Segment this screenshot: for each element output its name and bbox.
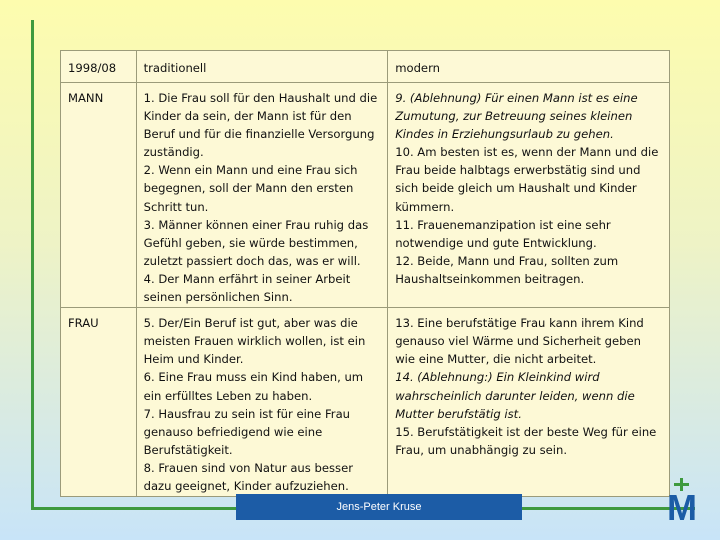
statement-1: 1. Die Frau soll für den Haushalt und die Kinder da sein, der Mann ist für den Beruf und für die finanzielle Versorgung zuständig. xyxy=(143,91,378,160)
frau-traditional-cell xyxy=(136,308,388,497)
mann-traditional-cell xyxy=(136,83,388,308)
statement-2: 2. Wenn ein Mann und eine Frau sich begegnen, soll der Mann den ersten Schritt tun. xyxy=(143,163,358,214)
statement-9: 9. (Ablehnung) Für einen Mann ist es eine Zumutung, zur Betreuung seines kleinen Kindes in Erziehungsurlaub zu gehen. xyxy=(395,91,638,142)
table-header-row xyxy=(61,51,670,83)
logo-letter: M xyxy=(667,487,697,522)
statement-11: 11. Frauenemanzipation ist eine sehr notwendige und gute Entwicklung. xyxy=(395,217,611,250)
header-year: 1998/08 xyxy=(61,51,137,83)
statement-3: 3. Männer können einer Frau ruhig das Gefühl geben, sie würde bestimmen, zuletzt passiert doch das, was er will. xyxy=(143,217,369,268)
footer-author-box: Jens-Peter Kruse xyxy=(236,494,522,520)
statement-5: 5. Der/Ein Beruf ist gut, aber was die meisten Frauen wirklich wollen, ist ein Heim und Kinder. xyxy=(143,316,366,367)
plus-m-logo-icon xyxy=(664,478,700,522)
table-row-frau xyxy=(61,308,670,497)
table-row-mann xyxy=(61,83,670,308)
statement-12: 12. Beide, Mann und Frau, sollten zum Haushaltseinkommen beitragen. xyxy=(395,253,619,286)
statement-10: 10. Am besten ist es, wenn der Mann und die Frau beide halbtags erwerbstätig sind und sich beide gleich um Haushalt und Kinder kümmern. xyxy=(395,145,659,214)
row-label-mann: MANN xyxy=(61,83,137,308)
statement-8: 8. Frauen sind von Natur aus besser dazu geeignet, Kinder aufzuziehen. xyxy=(143,460,353,493)
statement-15: 15. Berufstätigkeit ist der beste Weg für eine Frau, um unabhängig zu sein. xyxy=(395,424,657,457)
frau-modern-cell xyxy=(388,308,670,497)
statement-6: 6. Eine Frau muss ein Kind haben, um ein erfülltes Leben zu haben. xyxy=(143,370,364,403)
statement-7: 7. Hausfrau zu sein ist für eine Frau genauso befriedigend wie eine Berufstätigkeit. xyxy=(143,406,351,457)
header-modern: modern xyxy=(388,51,670,83)
attitudes-table xyxy=(60,50,670,497)
row-label-frau: FRAU xyxy=(61,308,137,497)
statement-4: 4. Der Mann erfährt in seiner Arbeit seinen persönlichen Sinn. xyxy=(143,271,351,305)
statement-13: 13. Eine berufstätige Frau kann ihrem Kind genauso viel Wärme und Sicherheit geben wie eine Mutter, die nicht arbeitet. xyxy=(395,316,644,367)
header-traditional: traditionell xyxy=(136,51,388,83)
mann-modern-cell xyxy=(388,83,670,308)
frame-vertical-line xyxy=(31,20,34,510)
statement-14: 14. (Ablehnung:) Ein Kleinkind wird wahrscheinlich darunter leiden, wenn die Mutter berufstätig ist. xyxy=(395,370,635,421)
